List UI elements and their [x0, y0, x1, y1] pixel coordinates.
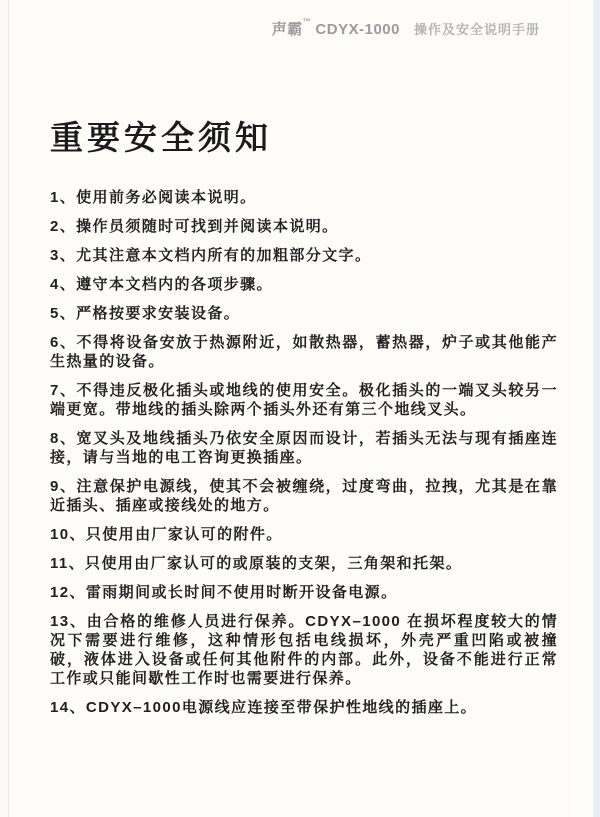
- safety-item-6: 6、不得将设备安放于热源附近，如散热器，蓄热器，炉子或其他能产生热量的设备。: [50, 334, 558, 370]
- safety-item-11: 11、只使用由厂家认可的或原装的支架，三角架和托架。: [50, 555, 463, 572]
- safety-item-2: 2、操作员须随时可找到并阅读本说明。: [50, 218, 339, 235]
- safety-item-5: 5、严格按要求安装设备。: [50, 305, 241, 322]
- safety-item-13: 13、由合格的维修人员进行保养。CDYX–1000 在损坏程度较大的情况下需要进行维修，这种情形包括电线损坏，外壳严重凹陷或被撞破，液体进入设备或任何其他附件的内部。此外，设备不能进行正常工作或只能间歇性工作时也需要进行保养。: [50, 613, 558, 687]
- model-number: CDYX-1000: [310, 21, 400, 38]
- scan-right-margin: [570, 0, 593, 817]
- safety-item-3: 3、尤其注意本文档内所有的加粗部分文字。: [50, 247, 372, 264]
- page-header: [0, 18, 540, 39]
- safety-item-9: 9、注意保护电源线，使其不会被缠绕，过度弯曲，拉拽，尤其是在靠近插头、插座或接线处的地方。: [50, 478, 558, 514]
- safety-instructions-list: [50, 188, 558, 727]
- safety-item-12: 12、雷雨期间或长时间不使用时断开设备电源。: [50, 584, 398, 601]
- safety-item-4: 4、遵守本文档内的各项步骤。: [50, 276, 273, 293]
- brand-name: 声霸: [271, 21, 303, 38]
- trademark-symbol: ™: [302, 17, 311, 26]
- safety-item-8: 8、宽叉头及地线插头乃依安全原因而设计，若插头无法与现有插座连接，请与当地的电工咨询更换插座。: [50, 430, 558, 466]
- safety-item-7: 7、不得违反极化插头或地线的使用安全。极化插头的一端叉头较另一端更宽。带地线的插头除两个插头外还有第三个地线叉头。: [50, 382, 558, 418]
- manual-subtitle: 操作及安全说明手册: [413, 22, 540, 37]
- scan-left-edge: [0, 0, 8, 817]
- safety-item-1: 1、使用前务必阅读本说明。: [50, 189, 257, 206]
- scan-right-edge: [593, 0, 600, 817]
- page-title: 重要安全须知: [50, 119, 272, 156]
- safety-item-14: 14、CDYX–1000电源线应连接至带保护性地线的插座上。: [50, 699, 478, 716]
- scan-left-seam: [8, 0, 9, 817]
- safety-item-10: 10、只使用由厂家认可的附件。: [50, 526, 283, 543]
